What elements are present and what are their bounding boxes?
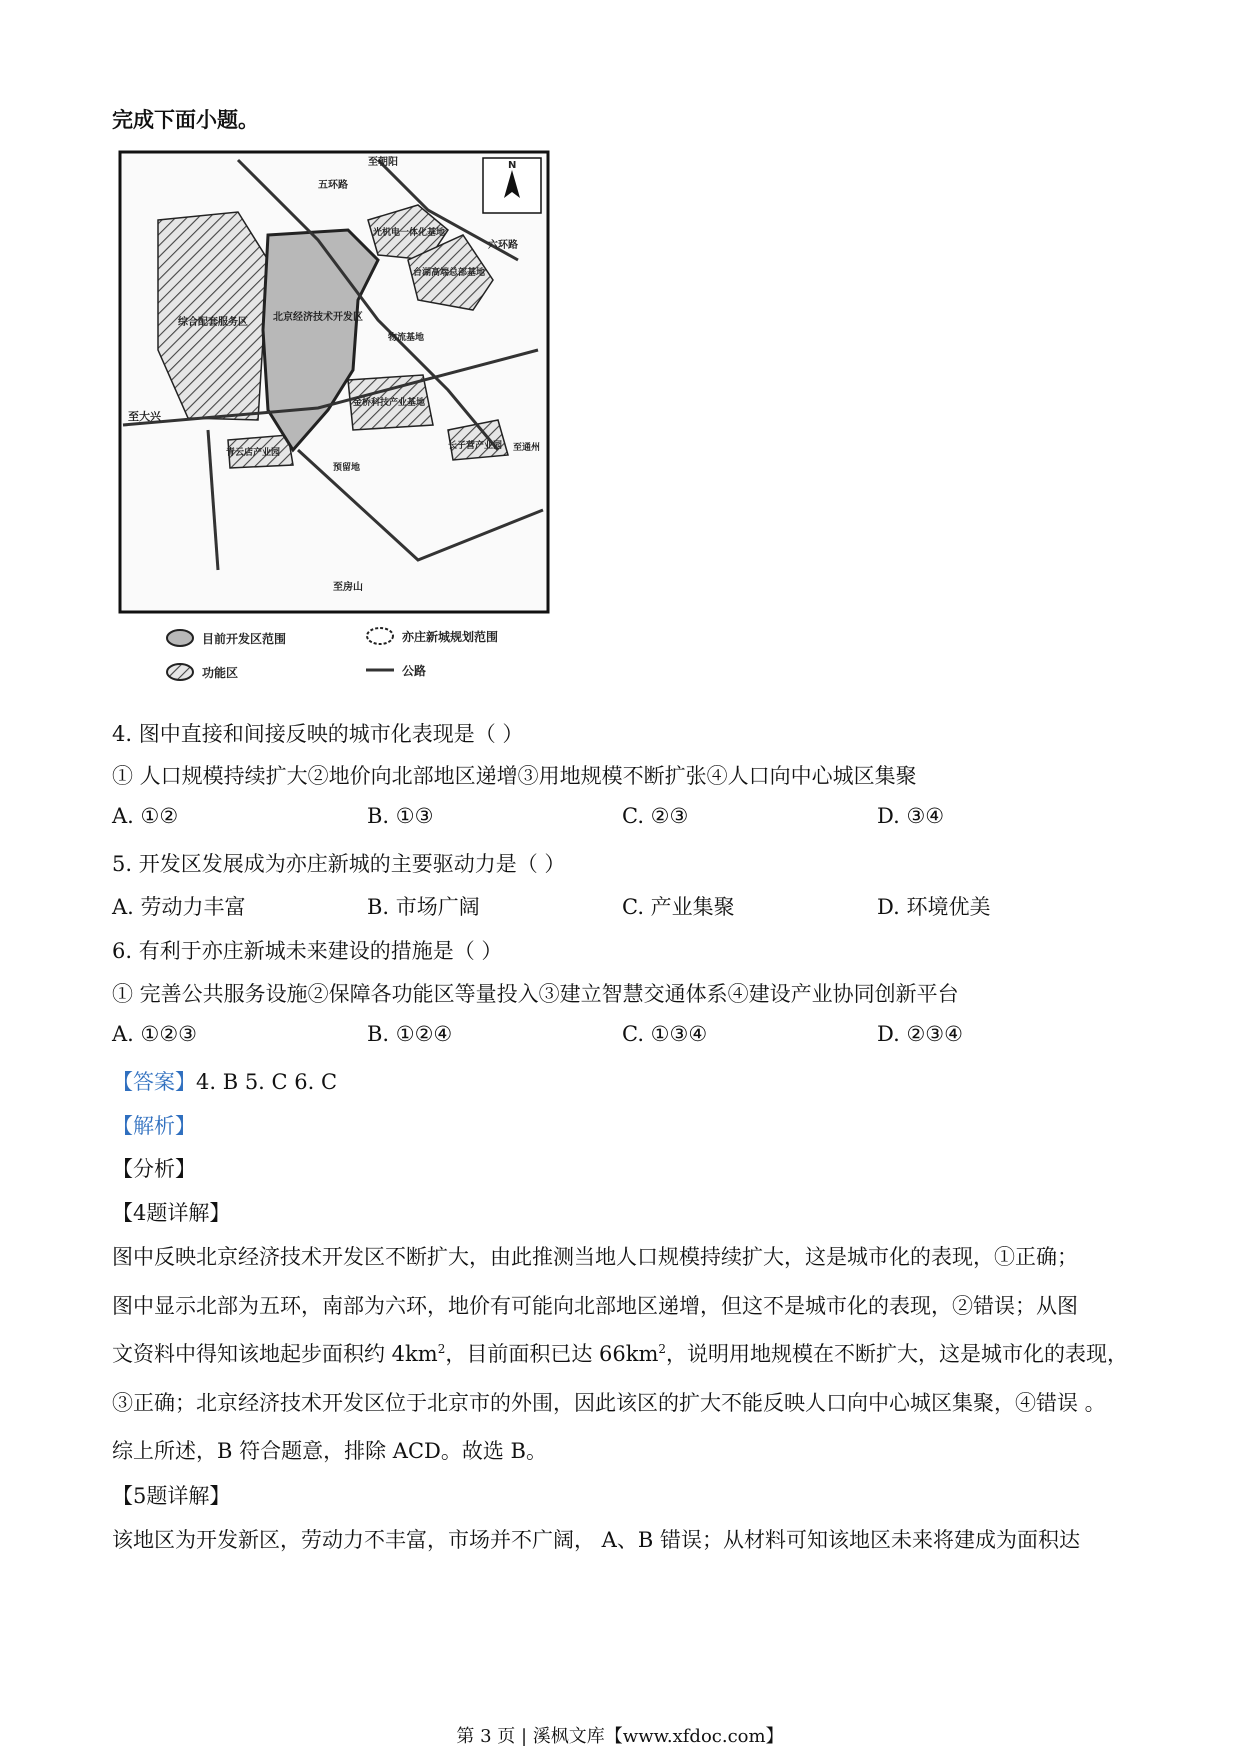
legend-road: 公路: [402, 664, 427, 678]
legend-current: 目前开发区范围: [202, 632, 287, 646]
label-to-tongzhou: 至通州: [513, 443, 541, 453]
q4-detail-line-2: 图中显示北部为五环，南部为六环，地价有可能向北部地区递增，但这不是城市化的表现，②错误；从图: [112, 1294, 1078, 1318]
north-label: N: [508, 160, 517, 171]
legend-functional: 功能区: [202, 666, 239, 680]
q4-option-d: D. ③④: [877, 804, 945, 828]
label-reserve-south: 预留地: [333, 463, 361, 473]
q6-option-d: D. ②③④: [877, 1022, 963, 1046]
q5-option-d: D. 环境优美: [877, 895, 991, 919]
legend-functional-swatch: [167, 664, 193, 680]
q5-option-b: B. 市场广阔: [367, 895, 480, 919]
q6-option-a: A. ①②③: [112, 1022, 197, 1046]
q5-option-c: C. 产业集聚: [622, 895, 735, 919]
label-to-chaoyang: 至朝阳: [368, 157, 398, 168]
label-to-daxing: 至大兴: [128, 410, 161, 423]
q4-detail-line-5: 综上所述，B 符合题意，排除 ACD。故选 B。: [112, 1439, 547, 1463]
instruction: 完成下面小题。: [112, 108, 259, 132]
q4-option-c: C. ②③: [622, 804, 689, 828]
legend-planned-swatch: [367, 628, 393, 644]
label-taihu: 台湖高端总部基地: [413, 268, 486, 278]
answer-text: 4. B 5. C 6. C: [196, 1070, 338, 1094]
q4-detail-label: 【4题详解】: [112, 1201, 231, 1225]
label-jinqiao: 金桥科技产业基地: [353, 398, 426, 408]
label-changziying: 长子营产业园: [448, 441, 503, 451]
q4-option-a: A. ①②: [112, 804, 179, 828]
answer-line: [112, 1066, 337, 1096]
label-sixth-ring: 六环路: [488, 240, 518, 251]
analysis-label: 【解析】: [112, 1114, 196, 1138]
q6-stem: 6. 有利于亦庄新城未来建设的措施是（ ）: [112, 939, 503, 963]
q4-statement: ① 人口规模持续扩大②地价向北部地区递增③用地规模不断扩张④人口向中心城区集聚: [112, 764, 917, 788]
map-figure: [118, 150, 628, 705]
line3-part-a: 文资料中得知该地起步面积约 4km: [112, 1342, 438, 1366]
q4-stem: 4. 图中直接和间接反映的城市化表现是（ ）: [112, 722, 524, 746]
q4-detail-line-4: ③正确；北京经济技术开发区位于北京市的外围，因此该区的扩大不能反映人口向中心城区集聚，④错误 。: [112, 1391, 1106, 1415]
sup-1: 2: [437, 1342, 446, 1356]
label-optoelectronic: 光机电一体化基地: [373, 228, 446, 238]
q6-option-b: B. ①②④: [367, 1022, 453, 1046]
q5-detail-label: 【5题详解】: [112, 1484, 231, 1508]
answer-label: 【答案】: [112, 1070, 196, 1094]
legend-current-swatch: [167, 630, 193, 646]
q5-stem: 5. 开发区发展成为亦庄新城的主要驱动力是（ ）: [112, 852, 566, 876]
sup-2: 2: [658, 1342, 667, 1356]
line3-part-c: ，说明用地规模在不断扩大，这是城市化的表现，: [666, 1342, 1129, 1366]
legend-planned: 亦庄新城规划范围: [402, 630, 499, 644]
label-bda: 北京经济技术开发区: [273, 312, 363, 323]
label-qingyundian: 青云店产业园: [226, 448, 281, 458]
q4-option-b: B. ①③: [367, 804, 434, 828]
page-footer: 第 3 页 | 溪枫文库【www.xfdoc.com】: [456, 1726, 784, 1747]
label-logistics: 物流基地: [388, 333, 425, 343]
q6-option-c: C. ①③④: [622, 1022, 708, 1046]
line3-part-b: ，目前面积已达 66km: [445, 1342, 659, 1366]
fenxi-label: 【分析】: [112, 1157, 196, 1181]
label-fifth-ring: 五环路: [318, 180, 348, 191]
label-integrated: 综合配套服务区: [178, 317, 248, 328]
q6-statement: ① 完善公共服务设施②保障各功能区等量投入③建立智慧交通体系④建设产业协同创新平台: [112, 982, 959, 1006]
q4-detail-line-1: 图中反映北京经济技术开发区不断扩大，由此推测当地人口规模持续扩大，这是城市化的表现，①正确；: [112, 1245, 1078, 1269]
q5-detail-line-1: 该地区为开发新区，劳动力不丰富，市场并不广阔， A、B 错误；从材料可知该地区未来将建成为面积达: [112, 1528, 1080, 1552]
zone-integrated: [158, 212, 268, 420]
q4-detail-line-3: [112, 1338, 1128, 1368]
label-to-fangshan: 至房山: [333, 582, 363, 593]
q5-option-a: A. 劳动力丰富: [112, 895, 246, 919]
